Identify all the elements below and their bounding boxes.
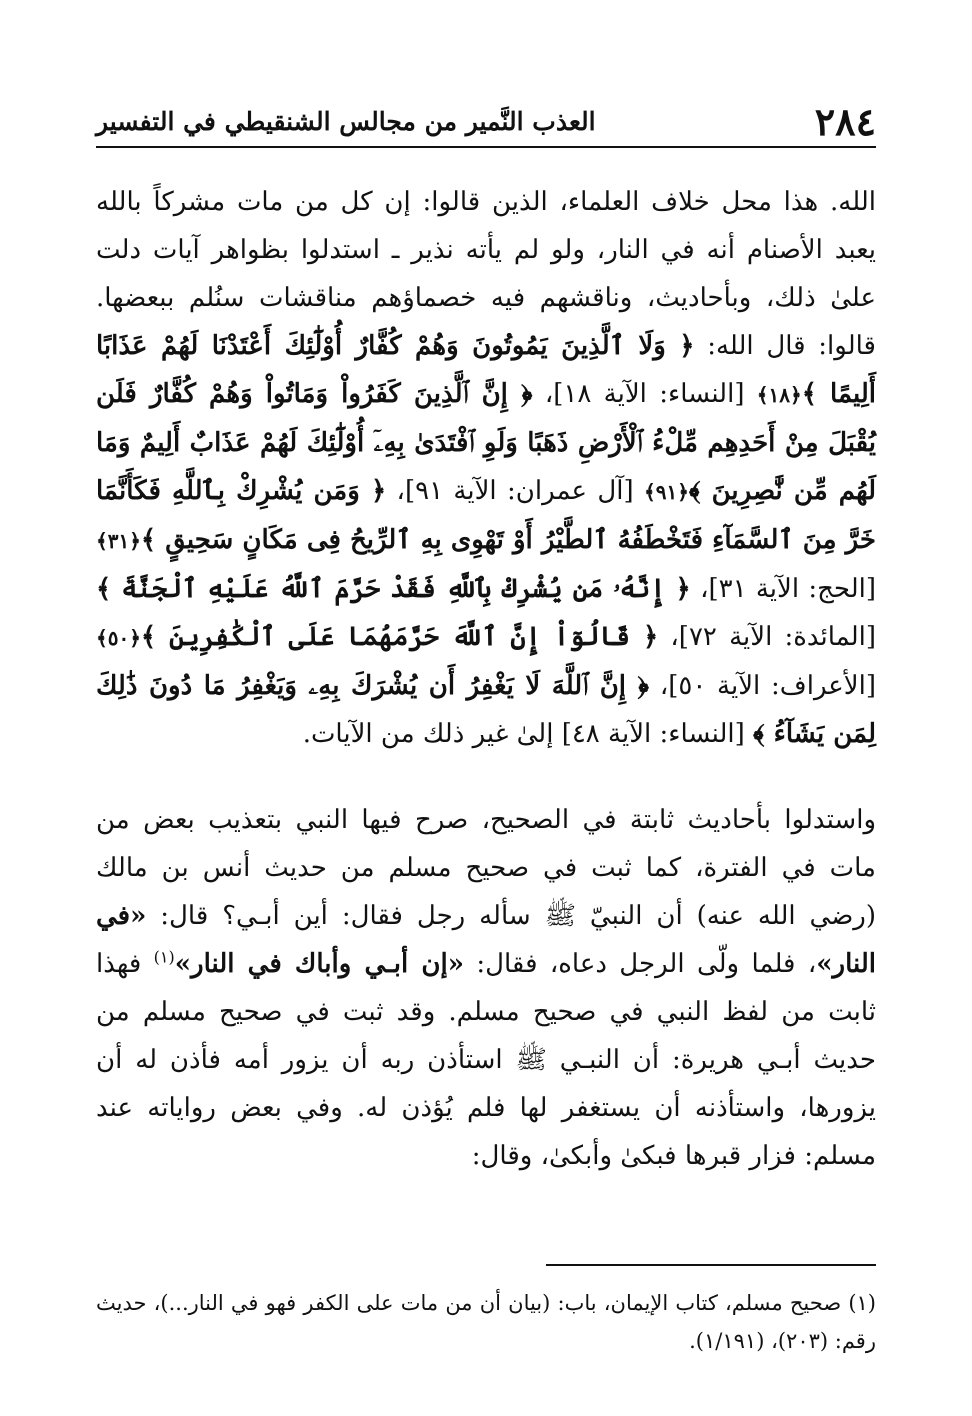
paragraph-text: [المائدة: الآية ٧٢]، — [658, 622, 876, 652]
paragraph-text: الله. هذا محل خلاف العلماء، الذين قالوا: إن كل من مات مشركاً بالله يعبد الأصنام أنه في النار، ولو لم يأته نذير ـ استدلوا بظواهر آيات دلت علىٰ ذلك، وبأحاديث، وناقشهم فيه خصماؤهم مناقشات سنُلم ببعضها. قالوا: قال الله: — [96, 187, 876, 361]
quran-verse: ﴿ إِنَّ ٱلَّذِينَ كَفَرُواْ وَمَاتُواْ وَهُمْ كُفَّارٌ فَلَن يُقْبَلَ مِنْ أَحَدِهِم مِّلْءُ ٱلْأَرْضِ ذَهَبًا وَلَوِ ٱفْتَدَىٰ بِهِۦٓ أُوْلَٰٓئِكَ لَهُمْ عَذَابٌ أَلِيمٌ وَمَا لَهُم مِّن نَّٰصِرِينَ ﴾ — [96, 379, 877, 506]
paragraph-text: [الحج: الآية ٣١]، — [690, 574, 876, 604]
running-title: العذب النَّمير من مجالس الشنقيطي في التفسير — [96, 107, 596, 136]
body-text — [96, 178, 876, 1180]
quran-verse: ﴿ إِنَّ ٱللَّهَ لَا يَغْفِرُ أَن يُشْرَكَ بِهِۦ وَيَغْفِرُ مَا دُونَ ذَٰلِكَ لِمَن يَشَآءُ ﴾ — [96, 671, 876, 749]
footnotes — [96, 1284, 876, 1360]
paragraph-text: [آل عمران: الآية ٩١]، — [386, 476, 644, 506]
quran-verse: ﴿ وَلَا ٱلَّذِينَ يَمُوتُونَ وَهُمْ كُفَّارٌ أُوْلَٰٓئِكَ أَعْتَدْنَا لَهُمْ عَذَابًا أَلِيمًا ﴾ — [96, 331, 876, 409]
quran-verse: ﴿ وَمَن يُشْرِكْ بِٱللَّهِ فَكَأَنَّمَا خَرَّ مِنَ ٱلسَّمَآءِ فَتَخْطَفُهُ ٱلطَّيْرُ أَوْ تَهْوِى بِهِ ٱلرِّيحُ فِى مَكَانٍ سَحِيقٍ ﴾ — [96, 476, 876, 555]
footnote-item: (١) صحيح مسلم، كتاب الإيمان، باب: (بيان أن من مات على الكفر فهو في النار...)، حديث رقم: (٢٠٣)، (١/١٩١). — [96, 1291, 876, 1353]
paragraph-text: ، فلما ولّى الرجل دعاه، فقال: — [463, 949, 817, 979]
paragraph-text: [النساء: الآية ٤٨] إلىٰ غير ذلك من الآيات. — [302, 719, 754, 749]
ayah-number-marker: ﴿٥٠﴾ — [96, 626, 141, 650]
ayah-number-marker: ﴿١٨﴾ — [756, 383, 802, 407]
body-paragraph — [96, 796, 876, 1180]
footnote-divider — [546, 1264, 876, 1266]
paragraph-text: [الأعراف: الآية ٥٠]، — [649, 671, 876, 701]
paragraph-text: واستدلوا بأحاديث ثابتة في الصحيح، صرح فيها النبي بتعذيب بعض من مات في الفترة، كما ثبت في صحيح مسلم من حديث أنس بن مالك (رضي الله عنه) أن النبيّ ﷺ سأله رجل فقال: أين أبـي؟ قال: — [96, 805, 876, 931]
ayah-number-marker: ﴿٣١﴾ — [96, 529, 141, 553]
hadith-quote: «إن أبـي وأباك في النار» — [174, 949, 464, 979]
quran-verse: ﴿ قَالُوٓاْ إِنَّ ٱللَّهَ حَرَّمَهُمَا عَلَى ٱلْكَٰفِرِينَ ﴾ — [140, 622, 659, 652]
hadith-quote: «في النار» — [96, 901, 876, 979]
paragraph-text: فهذا ثابت من لفظ النبي في صحيح مسلم. وقد ثبت في صحيح مسلم من حديث أبـي هريرة: أن النبـي ﷺ استأذن ربه أن يزور أمه فأذن له أن يزورها، واستأذنه أن يستغفر لها فلم يُؤذن له. وفي بعض رواياته عند مسلم: فزار قبرها فبكىٰ وأبكىٰ، وقال: — [96, 949, 876, 1171]
quran-verse: ﴿ إِنَّهُۥ مَن يُشْرِكْ بِٱللَّهِ فَقَدْ حَرَّمَ ٱللَّهُ عَلَيْهِ ٱلْجَنَّةَ ﴾ — [96, 574, 691, 604]
paragraph-text: [النساء: الآية ١٨]، — [532, 379, 757, 409]
running-header — [96, 100, 876, 148]
footnote-reference: (١) — [153, 947, 175, 967]
page-number: ٢٨٤ — [814, 99, 876, 144]
ayah-number-marker: ﴿٩١﴾ — [644, 480, 689, 504]
body-paragraph — [96, 178, 876, 758]
